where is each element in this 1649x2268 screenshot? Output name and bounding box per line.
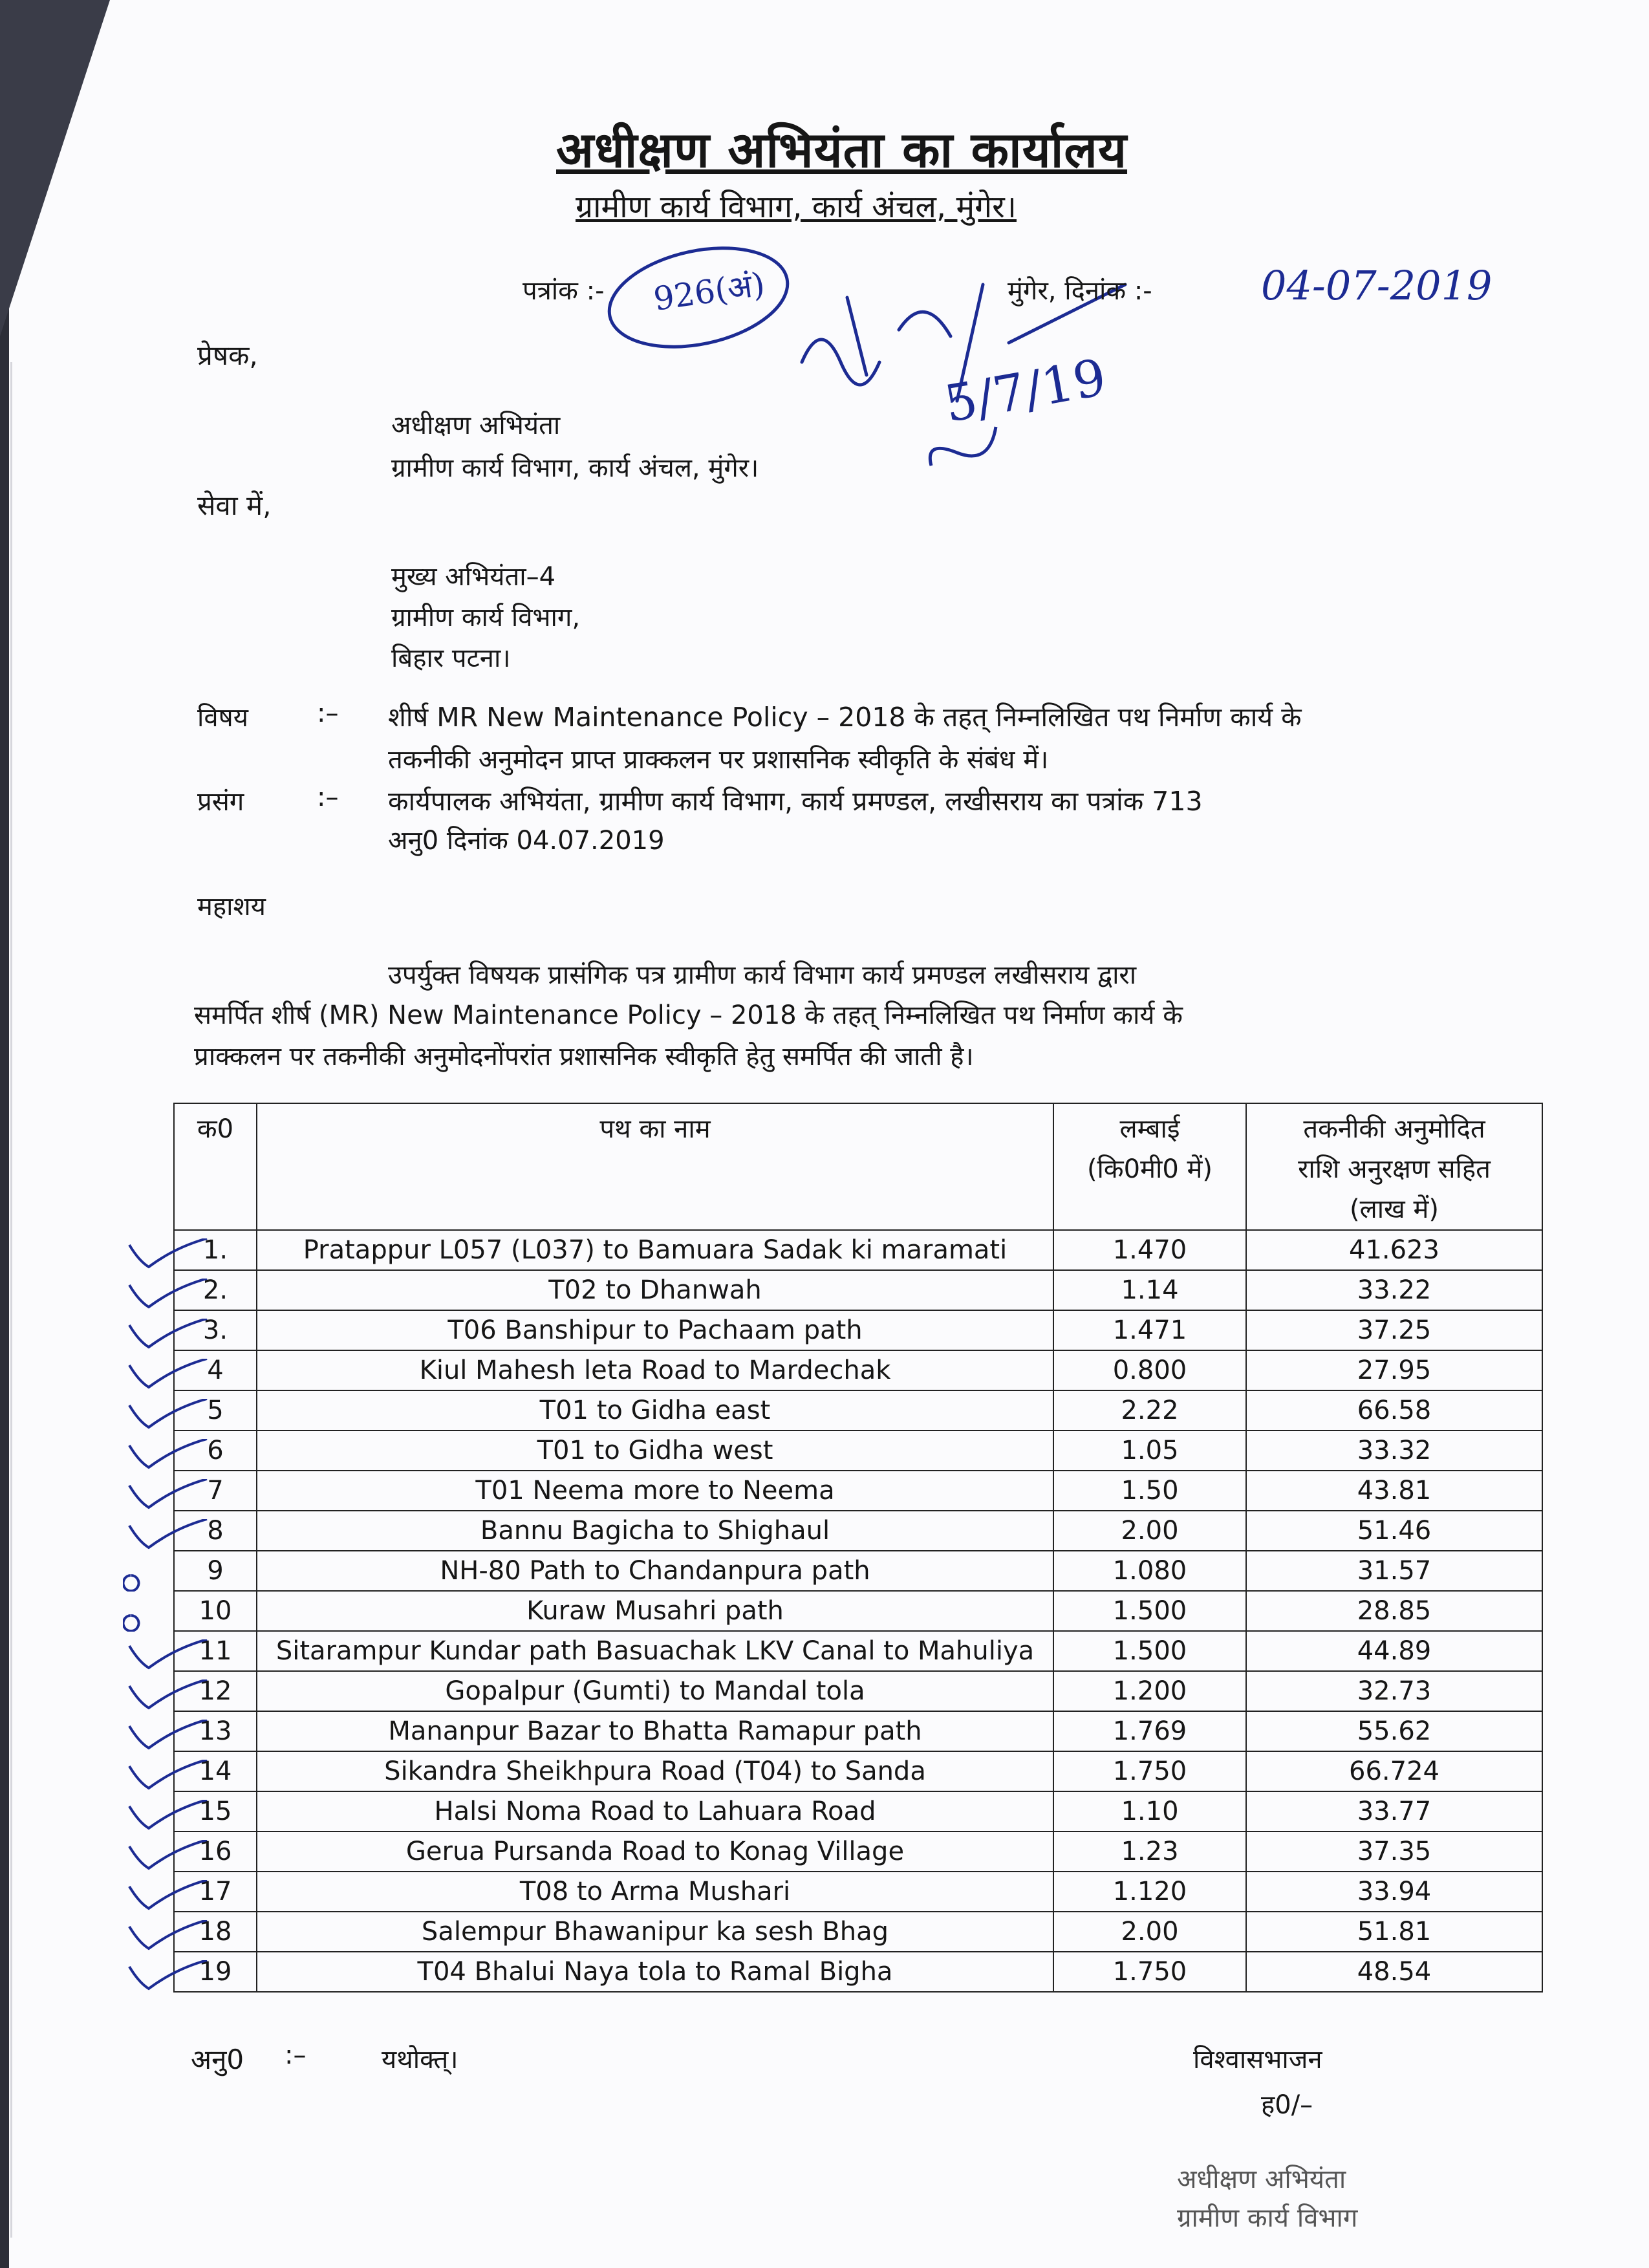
handwritten-tick-mark	[123, 1679, 213, 1712]
handwritten-tick-mark	[123, 1840, 213, 1872]
handwritten-tick-mark	[123, 1279, 213, 1311]
row-serial: 11	[174, 1631, 257, 1671]
handwritten-tick-mark	[123, 1960, 213, 1993]
row-road-name: Sikandra Sheikhpura Road (T04) to Sanda	[257, 1751, 1053, 1791]
signature-mark: ह0/–	[1261, 2090, 1313, 2120]
subject-line-2: तकनीकी अनुमोदन प्राप्त प्राक्कलन पर प्रशासनिक स्वीकृति के संबंध में।	[388, 745, 1049, 775]
row-road-name: Gerua Pursanda Road to Konag Village	[257, 1831, 1053, 1872]
date-handwritten: 04-07-2019	[1261, 262, 1493, 309]
row-amount: 28.85	[1246, 1591, 1542, 1631]
office-title: अधीक्षण अभियंता का कार्यालय	[556, 121, 1128, 178]
body-line-2: समर्पित शीर्ष (MR) New Maintenance Policy – 2018 के तहत् निम्नलिखित पथ निर्माण कार्य के	[194, 1000, 1183, 1030]
row-serial: 19	[174, 1952, 257, 1992]
handwritten-tick-mark	[123, 1639, 213, 1672]
header-length-line-2: (कि0मी0 में)	[1086, 1154, 1213, 1184]
handwritten-tick-mark	[123, 1359, 213, 1391]
row-amount: 27.95	[1246, 1350, 1542, 1390]
row-serial: 16	[174, 1831, 257, 1872]
handwritten-tick-mark	[123, 1920, 213, 1952]
signatory-line-1: अधीक्षण अभियंता	[1177, 2165, 1346, 2194]
sender-line-2: ग्रामीण कार्य विभाग, कार्य अंचल, मुंगेर।	[391, 453, 759, 483]
row-length: 1.500	[1053, 1631, 1246, 1671]
row-serial: 15	[174, 1791, 257, 1831]
handwritten-tick-mark	[123, 1599, 213, 1632]
subject-separator: :–	[317, 698, 339, 728]
table-body	[174, 1230, 1542, 1992]
row-amount: 33.94	[1246, 1872, 1542, 1912]
handwritten-tick-mark	[123, 1519, 213, 1551]
row-road-name: Gopalpur (Gumti) to Mandal tola	[257, 1671, 1053, 1711]
reference-separator: :–	[317, 783, 339, 812]
recipient-line-3: बिहार पटना।	[391, 643, 511, 673]
table-row	[174, 1711, 1542, 1751]
reference-line-2: अनु0 दिनांक 04.07.2019	[388, 826, 665, 856]
place-date-label: मुंगेर, दिनांक :-	[1008, 276, 1152, 306]
header-length	[1053, 1103, 1246, 1230]
table-row	[174, 1270, 1542, 1310]
row-serial: 14	[174, 1751, 257, 1791]
handwritten-tick-mark	[123, 1720, 213, 1752]
sender-line-1: अधीक्षण अभियंता	[391, 411, 561, 440]
row-amount: 55.62	[1246, 1711, 1542, 1751]
row-length: 1.500	[1053, 1591, 1246, 1631]
reference-line-1: कार्यपालक अभियंता, ग्रामीण कार्य विभाग, कार्य प्रमण्डल, लखीसराय का पत्रांक 713	[388, 786, 1203, 817]
row-amount: 31.57	[1246, 1551, 1542, 1591]
enclosure-separator: :–	[285, 2040, 307, 2070]
sender-label: प्रेषक,	[197, 340, 258, 371]
row-road-name: T08 to Arma Mushari	[257, 1872, 1053, 1912]
row-amount: 37.35	[1246, 1831, 1542, 1872]
row-road-name: Salempur Bhawanipur ka sesh Bhag	[257, 1912, 1053, 1952]
recipient-label: सेवा में,	[197, 490, 272, 521]
row-road-name: Mananpur Bazar to Bhatta Ramapur path	[257, 1711, 1053, 1751]
header-serial: क0	[174, 1103, 257, 1230]
letter-number-handwritten: 926(अं)	[651, 265, 768, 318]
row-road-name: T01 Neema more to Neema	[257, 1471, 1053, 1511]
road-works-table	[173, 1103, 1543, 1993]
row-road-name: NH-80 Path to Chandanpura path	[257, 1551, 1053, 1591]
row-length: 2.00	[1053, 1912, 1246, 1952]
table-row	[174, 1671, 1542, 1711]
row-length: 1.080	[1053, 1551, 1246, 1591]
row-amount: 51.46	[1246, 1511, 1542, 1551]
row-serial: 8	[174, 1511, 257, 1551]
row-length: 1.470	[1053, 1230, 1246, 1270]
table-row	[174, 1511, 1542, 1551]
handwritten-tick-mark	[123, 1559, 213, 1592]
row-serial: 7	[174, 1471, 257, 1511]
handwritten-tick-mark	[123, 1238, 213, 1271]
table-row	[174, 1350, 1542, 1390]
body-line-3: प्राक्कलन पर तकनीकी अनुमोदनोंपरांत प्रशासनिक स्वीकृति हेतु समर्पित की जाती है।	[194, 1042, 974, 1072]
table-row	[174, 1390, 1542, 1431]
table-header-row	[174, 1103, 1542, 1230]
table-row	[174, 1791, 1542, 1831]
row-amount: 37.25	[1246, 1310, 1542, 1350]
header-amount-line-3: (लाख में)	[1349, 1194, 1439, 1224]
table-row	[174, 1912, 1542, 1952]
reference-label: प्रसंग	[197, 787, 244, 817]
row-serial: 18	[174, 1912, 257, 1952]
row-length: 1.750	[1053, 1751, 1246, 1791]
table-row	[174, 1310, 1542, 1350]
handwritten-tick-mark	[123, 1319, 213, 1351]
table-row	[174, 1751, 1542, 1791]
row-length: 1.120	[1053, 1872, 1246, 1912]
header-length-line-1: लम्बाई	[1119, 1114, 1180, 1144]
row-length: 1.10	[1053, 1791, 1246, 1831]
row-serial: 5	[174, 1390, 257, 1431]
recipient-line-1: मुख्य अभियंता–4	[391, 562, 556, 592]
row-road-name: Kiul Mahesh leta Road to Mardechak	[257, 1350, 1053, 1390]
handwritten-tick-mark	[123, 1479, 213, 1511]
enclosure-value: यथोक्त्।	[382, 2045, 458, 2075]
table-row	[174, 1872, 1542, 1912]
row-serial: 10	[174, 1591, 257, 1631]
table-row	[174, 1831, 1542, 1872]
handwritten-tick-mark	[123, 1760, 213, 1792]
row-length: 1.50	[1053, 1471, 1246, 1511]
row-road-name: Sitarampur Kundar path Basuachak LKV Canal to Mahuliya	[257, 1631, 1053, 1671]
letter-number-label: पत्रांक :-	[523, 276, 605, 306]
row-length: 1.750	[1053, 1952, 1246, 1992]
row-amount: 33.77	[1246, 1791, 1542, 1831]
row-serial: 3.	[174, 1310, 257, 1350]
row-road-name: T06 Banshipur to Pachaam path	[257, 1310, 1053, 1350]
table-row	[174, 1551, 1542, 1591]
header-amount-line-2: राशि अनुरक्षण सहित	[1298, 1154, 1491, 1184]
row-serial: 6	[174, 1431, 257, 1471]
office-subtitle: ग्रामीण कार्य विभाग, कार्य अंचल, मुंगेर।	[576, 189, 1017, 225]
subject-line-1: शीर्ष MR New Maintenance Policy – 2018 के तहत् निम्नलिखित पथ निर्माण कार्य के	[388, 702, 1302, 733]
row-amount: 43.81	[1246, 1471, 1542, 1511]
closing-text: विश्वासभाजन	[1193, 2045, 1322, 2075]
row-length: 1.200	[1053, 1671, 1246, 1711]
row-serial: 17	[174, 1872, 257, 1912]
row-amount: 66.58	[1246, 1390, 1542, 1431]
row-amount: 51.81	[1246, 1912, 1542, 1952]
table-row	[174, 1631, 1542, 1671]
row-road-name: T01 to Gidha east	[257, 1390, 1053, 1431]
row-length: 2.00	[1053, 1511, 1246, 1551]
row-serial: 1.	[174, 1230, 257, 1270]
table-row	[174, 1230, 1542, 1270]
subject-label: विषय	[197, 703, 248, 733]
row-amount: 41.623	[1246, 1230, 1542, 1270]
row-length: 2.22	[1053, 1390, 1246, 1431]
header-amount-line-1: तकनीकी अनुमोदित	[1303, 1114, 1485, 1144]
recipient-line-2: ग्रामीण कार्य विभाग,	[391, 603, 581, 632]
row-road-name: Halsi Noma Road to Lahuara Road	[257, 1791, 1053, 1831]
header-amount	[1246, 1103, 1542, 1230]
enclosure-label: अनु0	[191, 2044, 244, 2075]
table-row	[174, 1952, 1542, 1992]
row-road-name: Kuraw Musahri path	[257, 1591, 1053, 1631]
table-row	[174, 1471, 1542, 1511]
row-length: 1.14	[1053, 1270, 1246, 1310]
row-length: 1.769	[1053, 1711, 1246, 1751]
row-serial: 12	[174, 1671, 257, 1711]
signatory-line-2: ग्रामीण कार्य विभाग	[1177, 2203, 1358, 2233]
table-row	[174, 1591, 1542, 1631]
handwritten-tick-mark	[123, 1399, 213, 1431]
row-road-name: Pratappur L057 (L037) to Bamuara Sadak ki maramati	[257, 1230, 1053, 1270]
row-amount: 48.54	[1246, 1952, 1542, 1992]
row-length: 1.05	[1053, 1431, 1246, 1471]
row-amount: 44.89	[1246, 1631, 1542, 1671]
body-line-1: उपर्युक्त विषयक प्रासंगिक पत्र ग्रामीण कार्य विभाग कार्य प्रमण्डल लखीसराय द्वारा	[388, 960, 1137, 990]
row-serial: 13	[174, 1711, 257, 1751]
row-amount: 32.73	[1246, 1671, 1542, 1711]
table-row	[174, 1431, 1542, 1471]
row-amount: 66.724	[1246, 1751, 1542, 1791]
row-road-name: T01 to Gidha west	[257, 1431, 1053, 1471]
row-serial: 9	[174, 1551, 257, 1591]
handwritten-tick-mark	[123, 1439, 213, 1471]
row-length: 1.23	[1053, 1831, 1246, 1872]
salutation: महाशय	[197, 892, 266, 922]
row-road-name: Bannu Bagicha to Shighaul	[257, 1511, 1053, 1551]
row-amount: 33.32	[1246, 1431, 1542, 1471]
row-length: 1.471	[1053, 1310, 1246, 1350]
row-serial: 2.	[174, 1270, 257, 1310]
handwritten-tick-mark	[123, 1880, 213, 1912]
handwritten-tick-mark	[123, 1800, 213, 1832]
row-road-name: T04 Bhalui Naya tola to Ramal Bigha	[257, 1952, 1053, 1992]
handwritten-annotation: 5/7/19	[940, 348, 1110, 435]
header-road-name: पथ का नाम	[257, 1103, 1053, 1230]
row-length: 0.800	[1053, 1350, 1246, 1390]
row-road-name: T02 to Dhanwah	[257, 1270, 1053, 1310]
row-serial: 4	[174, 1350, 257, 1390]
row-amount: 33.22	[1246, 1270, 1542, 1310]
